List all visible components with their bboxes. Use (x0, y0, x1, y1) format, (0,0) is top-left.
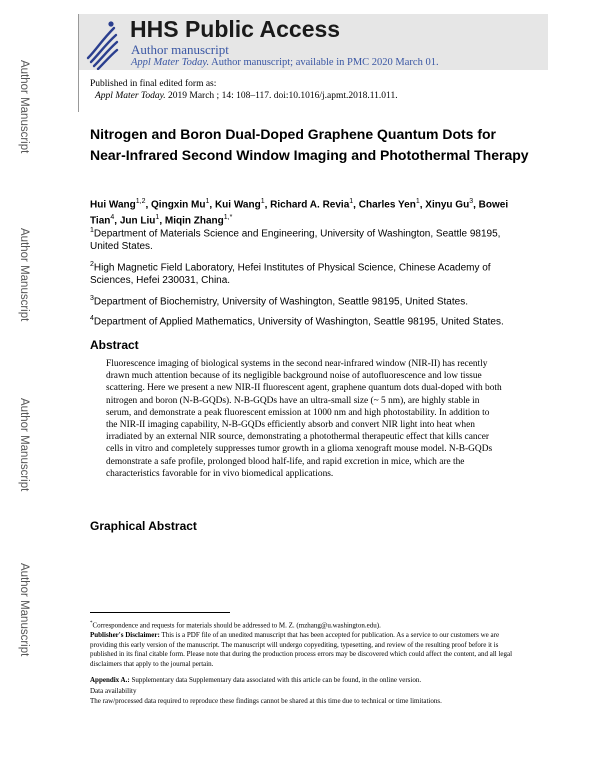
appendix-label: Appendix A.: (90, 676, 130, 684)
journal-name: Appl Mater Today. (131, 57, 210, 68)
published-label: Published in final edited form as: (90, 79, 217, 89)
citation-details: 2019 March ; 14: 108–117. doi:10.1016/j.apmt.2018.11.011. (168, 91, 398, 101)
author-affiliation-marker: 1,* (223, 214, 233, 222)
disclaimer-text: This is a PDF file of an unedited manuscript that has been accepted for publication. As a service to our customers we are providing this early version of the manuscript. The manuscript will undergo copyediting, typesetting, and review of the resulting proof before it is published in its final citable form. Please note that during the production process errors may be discovered which could affect the content, and all legal disclaimers that apply to the journal pertain. (90, 631, 513, 668)
publisher-disclaimer (90, 631, 520, 669)
journal-availability-line (131, 57, 439, 68)
author-name: Bowei Tian (90, 199, 509, 227)
affiliation (90, 224, 530, 253)
author-name: Kui Wang (214, 199, 261, 211)
affiliation-text: Department of Materials Science and Engineering, University of Washington, Seattle 98195, United States. (90, 228, 501, 253)
correspondence-text: Correspondence and requests for materials should be addressed to M. Z. (mzhang@u.washington.edu). (92, 621, 381, 630)
author-affiliation-marker: 4 (110, 214, 115, 222)
citation-journal: Appl Mater Today. (95, 91, 166, 101)
side-label-author-manuscript: Author Manuscript (18, 60, 30, 154)
author-name: Jun Liu (119, 215, 156, 227)
author-name: Qingxin Mu (151, 199, 206, 211)
graphical-abstract-heading: Graphical Abstract (90, 519, 197, 533)
affiliation (90, 312, 530, 328)
author-affiliation-marker: 1 (349, 198, 354, 205)
disclaimer-label: Publisher's Disclaimer: (90, 631, 160, 639)
author-affiliation-marker: 1 (415, 198, 420, 205)
affiliation (90, 258, 530, 287)
affiliation-marker: 2 (90, 261, 94, 268)
affiliation-text: Department of Applied Mathematics, University of Washington, Seattle 98195, United States. (93, 316, 504, 328)
availability-text: Author manuscript; available in PMC 2020 March 01. (211, 57, 439, 68)
appendix-note (90, 676, 520, 686)
author-affiliation-marker: 3 (469, 198, 474, 205)
affiliation-text: Department of Biochemistry, University of Washington, Seattle 98195, United States. (93, 296, 468, 308)
abstract-heading: Abstract (90, 338, 139, 352)
author-affiliation-marker: 1 (205, 198, 210, 205)
hhs-public-access-title: HHS Public Access (130, 16, 341, 42)
header-divider-line (78, 14, 79, 112)
affiliation (90, 292, 530, 308)
author-manuscript-label: Author manuscript (131, 42, 229, 57)
author-affiliation-marker: 1 (155, 214, 160, 222)
correspondence-marker: * (90, 621, 93, 626)
citation-line (95, 91, 398, 101)
affiliation-marker: 4 (90, 315, 94, 322)
data-availability-text: The raw/processed data required to reproduce these findings cannot be shared at this time due to technical or time limitations. (90, 697, 442, 705)
author-name: Hui Wang (90, 199, 136, 211)
appendix-text: Supplementary data Supplementary data associated with this article can be found, in the online version. (131, 676, 422, 684)
data-availability-label: Data availability (90, 687, 137, 695)
author-list: Hui Wang$^{1,2}$, Qingxin Mu$^1$, Kui Wang$^1$, Richard A. Revia$^1$, Charles Yen$^1$, Xinyu Gu$^3$, Bowei Tian$^4$, Jun Liu$^1$, Miqin Zhang$^{1,*}$ (90, 198, 509, 227)
author-affiliation-marker: 1,2 (135, 198, 146, 205)
affiliation-marker: 3 (90, 295, 94, 302)
side-label-author-manuscript: Author Manuscript (18, 228, 30, 322)
hhs-eagle-logo-icon (84, 14, 120, 70)
author-name: Charles Yen (358, 199, 416, 211)
abstract-text: Fluorescence imaging of biological systems in the second near-infrared window (NIR-II) has recently drawn much attention because of its negligible background noise of autofluorescence and low tissue scattering. Here we present a new NIR-II fluorescent agent, graphene quantum dots dual-doped with both nitrogen and boron (N-B-GQDs). N-B-GQDs have an ultra-small size (~ 5 nm), are highly stable in serum, and demonstrate a peak fluorescent emission at 1000 nm and high photostability. In addition to the NIR-II imaging capability, N-B-GQDs efficiently absorb and convert NIR light into heat when irradiated by an external NIR source, demonstrating a photothermal therapeutic effect that kills cancer cells in vitro and completely suppresses tumor growth in a glioma xenograft mouse model. N-B-GQDs demonstrate a safe profile, prolonged blood half-life, and rapid excretion in mice, which are the characteristics favorable for in vivo biomedical applications. (106, 359, 502, 479)
author-affiliation-marker: 1 (260, 198, 265, 205)
footnote-divider (90, 612, 230, 613)
article-title: Nitrogen and Boron Dual-Doped Graphene Quantum Dots for Near-Infrared Second Window Imaging and Photothermal Therapy (90, 126, 529, 163)
correspondence-footnote (90, 619, 520, 631)
affiliation-text: High Magnetic Field Laboratory, Hefei Institutes of Physical Science, Chinese Academy of Sciences, Hefei 230031, China. (90, 262, 491, 287)
author-name: Richard A. Revia (270, 199, 350, 211)
affiliation-marker: 1 (90, 227, 94, 234)
author-name: Miqin Zhang (164, 215, 224, 227)
side-label-author-manuscript: Author Manuscript (18, 563, 30, 657)
author-name: Xinyu Gu (425, 199, 470, 211)
side-label-author-manuscript: Author Manuscript (18, 398, 30, 492)
